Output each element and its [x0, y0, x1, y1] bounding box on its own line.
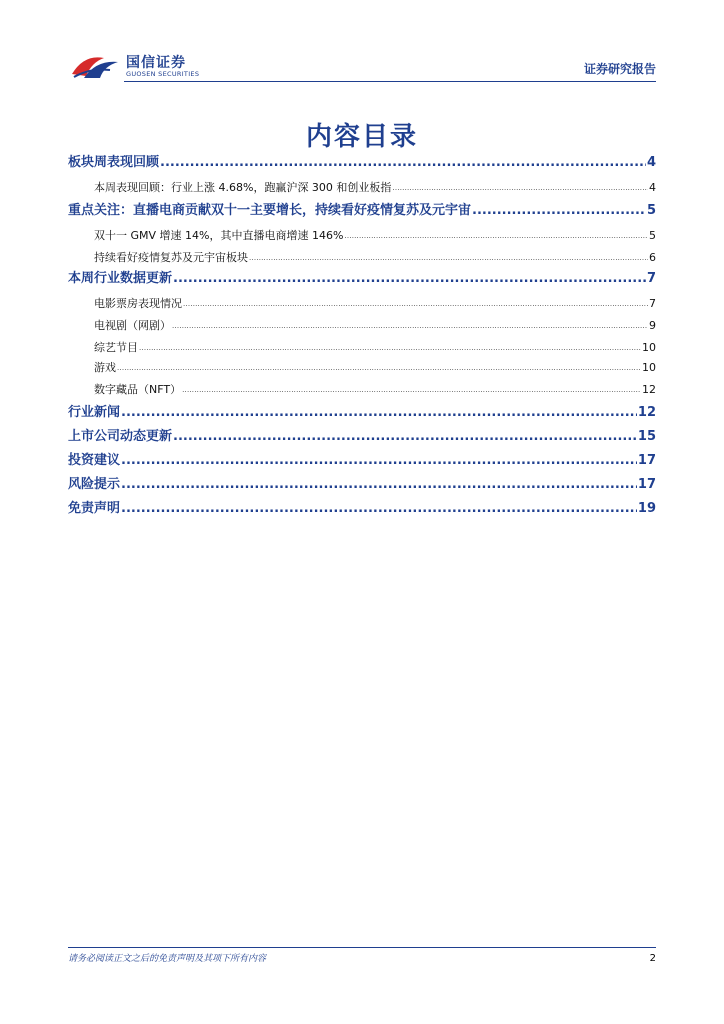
toc-entry-subsection[interactable]	[68, 250, 656, 266]
toc-entry-section[interactable]	[68, 202, 656, 220]
toc-dot-leader	[344, 228, 648, 244]
header-divider	[124, 81, 656, 82]
toc-entry-section[interactable]	[68, 270, 656, 288]
toc-entry-page: 6	[649, 251, 656, 264]
toc-entry-page: 5	[649, 229, 656, 242]
toc-entry-page: 10	[642, 361, 656, 374]
toc-entry-label: 本周行业数据更新	[68, 271, 173, 286]
page-header	[68, 48, 656, 86]
toc-dot-leader	[121, 452, 637, 470]
toc-entry-label: 上市公司动态更新	[68, 429, 173, 444]
toc-entry-section[interactable]	[68, 404, 656, 422]
toc-dot-leader	[121, 500, 637, 518]
toc-dot-leader	[249, 250, 648, 266]
footer-page-number: 2	[649, 953, 656, 964]
toc-entry-page: 10	[642, 341, 656, 354]
toc-entry-page: 12	[642, 383, 656, 396]
toc-dot-leader	[173, 428, 637, 446]
toc-entry-subsection[interactable]	[68, 228, 656, 244]
toc-entry-section[interactable]	[68, 500, 656, 518]
toc-entry-label: 投资建议	[68, 453, 121, 468]
toc-entry-page: 9	[649, 319, 656, 332]
guosen-logo	[68, 48, 198, 82]
toc-entry-page: 12	[637, 405, 656, 420]
toc-dot-leader	[173, 270, 646, 288]
toc-entry-subsection[interactable]	[68, 180, 656, 196]
toc-entry-label: 本周表现回顾：行业上涨 4.68%，跑赢沪深 300 和创业板指	[94, 181, 392, 194]
toc-entry-label: 行业新闻	[68, 405, 121, 420]
toc-dot-leader	[117, 360, 641, 376]
toc-entry-page: 4	[649, 181, 656, 194]
toc-dot-leader	[392, 180, 648, 196]
toc-dot-leader	[121, 404, 637, 422]
toc-entry-page: 19	[637, 501, 656, 516]
toc-entry-page: 7	[649, 297, 656, 310]
toc-entry-label: 双十一 GMV 增速 14%，其中直播电商增速 146%	[94, 229, 344, 242]
toc-entry-page: 17	[637, 453, 656, 468]
toc-dot-leader	[139, 340, 641, 356]
toc-entry-section[interactable]	[68, 428, 656, 446]
logo-text-cn: 国信证券	[126, 55, 186, 71]
toc-dot-leader	[472, 202, 646, 220]
toc-entry-label: 电影票房表现情况	[94, 297, 182, 310]
toc-dot-leader	[182, 382, 641, 398]
toc-entry-page: 17	[637, 477, 656, 492]
toc-dot-leader	[121, 476, 637, 494]
toc-entry-label: 重点关注：直播电商贡献双十一主要增长，持续看好疫情复苏及元宇宙	[68, 203, 472, 218]
toc-entry-page: 15	[637, 429, 656, 444]
toc-entry-page: 4	[646, 155, 656, 170]
toc-entry-subsection[interactable]	[68, 296, 656, 312]
toc-entry-label: 风险提示	[68, 477, 121, 492]
toc-entry-page: 7	[646, 271, 656, 286]
toc-entry-label: 综艺节目	[94, 341, 138, 354]
toc-entry-subsection[interactable]	[68, 340, 656, 356]
toc-entry-label: 板块周表现回顾	[68, 155, 160, 170]
toc-dot-leader	[172, 318, 648, 334]
footer-divider	[68, 947, 656, 948]
toc-entry-section[interactable]	[68, 154, 656, 172]
report-type-label: 证券研究报告	[583, 62, 656, 76]
toc-dot-leader	[183, 296, 648, 312]
toc-entry-section[interactable]	[68, 476, 656, 494]
toc-dot-leader	[160, 154, 646, 172]
toc-entry-subsection[interactable]	[68, 382, 656, 398]
toc-entry-label: 数字藏品（NFT）	[94, 383, 182, 396]
footer-disclaimer-note: 请务必阅读正文之后的免责声明及其项下所有内容	[68, 954, 267, 964]
toc-entry-subsection[interactable]	[68, 360, 656, 376]
toc-title: 内容目录	[305, 122, 418, 152]
toc-entry-section[interactable]	[68, 452, 656, 470]
toc-entry-page: 5	[646, 203, 656, 218]
toc-entry-label: 游戏	[94, 361, 116, 374]
toc-entry-label: 电视剧（网剧）	[94, 319, 171, 332]
logo-text-en: GUOSEN SECURITIES	[126, 70, 200, 78]
toc-entry-subsection[interactable]	[68, 318, 656, 334]
toc-entry-label: 持续看好疫情复苏及元宇宙板块	[94, 251, 248, 264]
toc-entry-label: 免责声明	[68, 501, 121, 516]
guosen-logo-icon	[70, 52, 120, 80]
